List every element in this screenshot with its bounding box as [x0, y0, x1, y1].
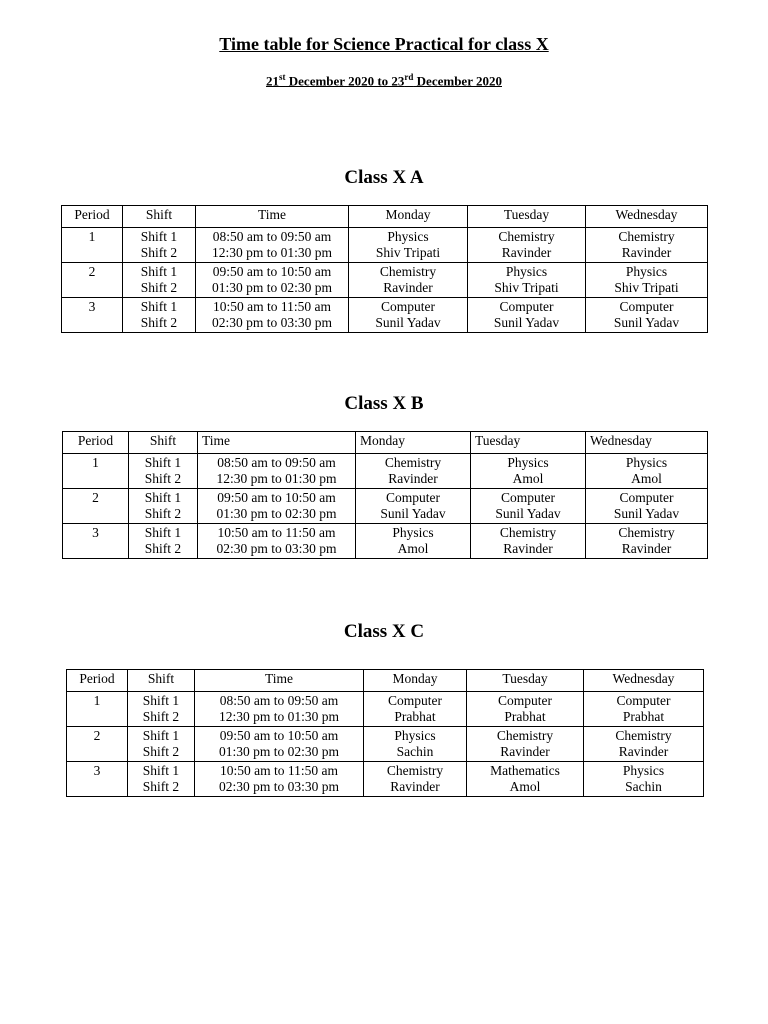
tuesday-cell	[471, 453, 586, 488]
tuesday-text: Computer	[499, 298, 554, 314]
wednesday-cell	[586, 523, 708, 558]
monday-text: Chemistry	[384, 454, 442, 470]
time-cell	[198, 523, 356, 558]
shift-cell	[128, 691, 195, 726]
time-text: 08:50 am to 09:50 am	[212, 228, 332, 244]
table-row	[67, 691, 704, 726]
tuesday-text: Prabhat	[504, 709, 546, 724]
tuesday-text: Chemistry	[498, 228, 555, 244]
shift-text: Shift 1	[140, 228, 178, 244]
shift-text: Shift 2	[144, 541, 182, 556]
start-day: 21	[266, 73, 280, 89]
shift-cell	[123, 227, 196, 262]
wednesday-text: Physics	[625, 263, 668, 279]
wednesday-text: Sunil Yadav	[613, 315, 680, 330]
time-text: 08:50 am to 09:50 am	[217, 454, 336, 470]
shift-cell	[123, 297, 196, 332]
spacer	[67, 541, 124, 558]
wednesday-cell	[586, 227, 708, 262]
table-row	[63, 488, 708, 523]
class-heading: Class X A	[344, 167, 424, 188]
monday-text: Computer	[388, 692, 442, 708]
wednesday-cell	[586, 262, 708, 297]
monday-text: Physics	[392, 524, 434, 540]
monday-text: Computer	[381, 298, 435, 314]
wednesday-text: Computer	[619, 489, 674, 505]
monday-cell	[349, 297, 468, 332]
column-header: Shift	[123, 206, 196, 228]
monday-cell	[349, 262, 468, 297]
timetable	[62, 431, 708, 559]
monday-text: Physics	[387, 228, 429, 244]
time-text: 09:50 am to 10:50 am	[217, 489, 336, 505]
shift-cell	[129, 523, 198, 558]
wednesday-cell	[584, 726, 704, 761]
time-cell	[198, 453, 356, 488]
tuesday-text: Sunil Yadav	[495, 506, 561, 521]
monday-text: Sunil Yadav	[380, 506, 446, 521]
period-text: 1	[88, 228, 96, 244]
monday-text: Prabhat	[394, 709, 436, 724]
tuesday-cell	[468, 227, 586, 262]
shift-cell	[128, 761, 195, 796]
table-row	[67, 726, 704, 761]
monday-cell	[364, 691, 467, 726]
tuesday-cell	[471, 523, 586, 558]
period-cell	[62, 227, 123, 262]
time-text: 09:50 am to 10:50 am	[212, 263, 332, 279]
tuesday-text: Ravinder	[500, 744, 550, 759]
shift-text: Shift 2	[142, 744, 180, 759]
wednesday-cell	[586, 297, 708, 332]
tuesday-text: Ravinder	[503, 541, 553, 556]
tuesday-cell	[468, 262, 586, 297]
monday-cell	[356, 488, 471, 523]
table-row	[63, 523, 708, 558]
time-text: 12:30 pm to 01:30 pm	[218, 709, 339, 724]
start-rest: December 2020 to 23	[285, 73, 405, 89]
shift-text: Shift 2	[142, 779, 180, 794]
wednesday-text: Computer	[616, 692, 671, 708]
shift-cell	[129, 488, 198, 523]
spacer	[67, 506, 124, 523]
column-header: Wednesday	[586, 206, 708, 228]
period-cell	[67, 726, 128, 761]
tuesday-text: Amol	[512, 471, 544, 486]
column-header: Time	[196, 206, 349, 228]
period-text: 3	[88, 298, 96, 314]
shift-cell	[123, 262, 196, 297]
column-header: Monday	[356, 432, 471, 454]
wednesday-text: Chemistry	[615, 727, 672, 743]
monday-text: Amol	[397, 541, 429, 556]
column-header: Monday	[349, 206, 468, 228]
start-suffix: st	[279, 72, 286, 82]
shift-text: Shift 2	[140, 280, 178, 295]
table-row	[62, 262, 708, 297]
column-header: Monday	[364, 670, 467, 692]
column-header: Period	[62, 206, 123, 228]
spacer	[66, 280, 118, 297]
timetable	[66, 669, 704, 797]
shift-text: Shift 1	[140, 263, 178, 279]
table-row	[62, 297, 708, 332]
tuesday-text: Ravinder	[501, 245, 552, 260]
monday-text: Ravinder	[388, 471, 438, 486]
monday-text: Shiv Tripati	[375, 245, 441, 260]
wednesday-cell	[584, 691, 704, 726]
monday-text: Computer	[386, 489, 440, 505]
time-text: 12:30 pm to 01:30 pm	[216, 471, 337, 486]
time-text: 02:30 pm to 03:30 pm	[218, 779, 339, 794]
shift-text: Shift 1	[140, 298, 178, 314]
monday-text: Sachin	[396, 744, 434, 759]
column-header: Tuesday	[471, 432, 586, 454]
wednesday-text: Prabhat	[622, 709, 665, 724]
period-cell	[63, 488, 129, 523]
wednesday-text: Sachin	[625, 779, 662, 794]
wednesday-text: Physics	[625, 454, 668, 470]
table-row	[67, 761, 704, 796]
wednesday-text: Ravinder	[621, 541, 672, 556]
period-text: 3	[93, 762, 101, 778]
time-text: 01:30 pm to 02:30 pm	[218, 744, 339, 759]
shift-text: Shift 1	[142, 762, 180, 778]
time-text: 10:50 am to 11:50 am	[217, 524, 336, 540]
tuesday-text: Chemistry	[496, 727, 554, 743]
monday-text: Ravinder	[390, 779, 440, 794]
wednesday-text: Ravinder	[621, 245, 672, 260]
header-row	[67, 670, 704, 692]
class-heading: Class X B	[344, 393, 424, 414]
monday-text: Physics	[394, 727, 436, 743]
period-cell	[62, 262, 123, 297]
end-rest: December 2020	[413, 73, 502, 89]
column-header: Tuesday	[467, 670, 584, 692]
timetable	[61, 205, 708, 333]
spacer	[71, 779, 123, 796]
tuesday-text: Mathematics	[490, 762, 560, 778]
period-text: 2	[92, 489, 99, 505]
period-text: 1	[92, 454, 99, 470]
wednesday-text: Amol	[631, 471, 662, 486]
tuesday-cell	[467, 726, 584, 761]
period-cell	[67, 761, 128, 796]
tuesday-text: Computer	[501, 489, 555, 505]
shift-text: Shift 1	[142, 692, 180, 708]
time-cell	[195, 726, 364, 761]
period-text: 1	[93, 692, 101, 708]
monday-text: Chemistry	[386, 762, 444, 778]
tuesday-text: Amol	[509, 779, 541, 794]
shift-cell	[128, 726, 195, 761]
shift-text: Shift 2	[144, 506, 182, 521]
spacer	[66, 245, 118, 262]
shift-cell	[129, 453, 198, 488]
tuesday-text: Physics	[507, 454, 549, 470]
column-header: Time	[198, 432, 356, 454]
column-header: Period	[67, 670, 128, 692]
wednesday-text: Computer	[619, 298, 674, 314]
monday-cell	[356, 453, 471, 488]
wednesday-text: Physics	[622, 762, 665, 778]
column-header: Wednesday	[586, 432, 708, 454]
period-cell	[62, 297, 123, 332]
period-text: 2	[93, 727, 101, 743]
column-header: Tuesday	[468, 206, 586, 228]
tuesday-cell	[467, 761, 584, 796]
shift-text: Shift 1	[144, 454, 182, 470]
time-cell	[196, 297, 349, 332]
header-row	[63, 432, 708, 454]
table-row	[63, 453, 708, 488]
monday-text: Ravinder	[383, 280, 433, 295]
tuesday-text: Sunil Yadav	[493, 315, 560, 330]
wednesday-text: Chemistry	[618, 524, 675, 540]
tuesday-text: Shiv Tripati	[494, 280, 559, 295]
monday-cell	[356, 523, 471, 558]
wednesday-text: Chemistry	[618, 228, 675, 244]
monday-text: Sunil Yadav	[375, 315, 441, 330]
spacer	[71, 709, 123, 726]
end-suffix: rd	[404, 72, 414, 82]
tuesday-cell	[467, 691, 584, 726]
time-cell	[196, 262, 349, 297]
period-cell	[63, 523, 129, 558]
time-text: 08:50 am to 09:50 am	[219, 692, 339, 708]
wednesday-text: Sunil Yadav	[613, 506, 680, 521]
time-text: 09:50 am to 10:50 am	[219, 727, 339, 743]
shift-text: Shift 2	[140, 315, 178, 330]
column-header: Time	[195, 670, 364, 692]
column-header: Wednesday	[584, 670, 704, 692]
spacer	[66, 315, 118, 332]
shift-text: Shift 2	[140, 245, 178, 260]
wednesday-cell	[586, 488, 708, 523]
tuesday-text: Computer	[498, 692, 552, 708]
tuesday-cell	[468, 297, 586, 332]
monday-text: Chemistry	[379, 263, 437, 279]
shift-text: Shift 1	[144, 489, 182, 505]
period-text: 2	[88, 263, 96, 279]
time-cell	[195, 761, 364, 796]
tuesday-text: Chemistry	[499, 524, 557, 540]
time-cell	[195, 691, 364, 726]
header-row	[62, 206, 708, 228]
column-header: Shift	[128, 670, 195, 692]
monday-cell	[364, 726, 467, 761]
wednesday-cell	[584, 761, 704, 796]
wednesday-text: Ravinder	[618, 744, 669, 759]
wednesday-cell	[586, 453, 708, 488]
shift-text: Shift 1	[144, 524, 182, 540]
shift-text: Shift 1	[142, 727, 180, 743]
column-header: Shift	[129, 432, 198, 454]
date-range	[0, 72, 768, 89]
period-cell	[63, 453, 129, 488]
shift-text: Shift 2	[142, 709, 180, 724]
tuesday-cell	[471, 488, 586, 523]
shift-text: Shift 2	[144, 471, 182, 486]
column-header: Period	[63, 432, 129, 454]
period-cell	[67, 691, 128, 726]
time-text: 01:30 pm to 02:30 pm	[211, 280, 332, 295]
table-row	[62, 227, 708, 262]
time-cell	[196, 227, 349, 262]
time-text: 01:30 pm to 02:30 pm	[216, 506, 337, 521]
class-heading: Class X C	[343, 621, 425, 642]
time-text: 10:50 am to 11:50 am	[213, 298, 331, 314]
page-title: Time table for Science Practical for class X	[219, 34, 549, 54]
time-text: 10:50 am to 11:50 am	[220, 762, 338, 778]
time-text: 02:30 pm to 03:30 pm	[211, 315, 332, 330]
period-text: 3	[92, 524, 99, 540]
time-text: 02:30 pm to 03:30 pm	[216, 541, 337, 556]
wednesday-text: Shiv Tripati	[614, 280, 679, 295]
spacer	[71, 744, 123, 761]
spacer	[67, 471, 124, 488]
time-text: 12:30 pm to 01:30 pm	[211, 245, 332, 260]
monday-cell	[364, 761, 467, 796]
monday-cell	[349, 227, 468, 262]
tuesday-text: Physics	[505, 263, 548, 279]
time-cell	[198, 488, 356, 523]
